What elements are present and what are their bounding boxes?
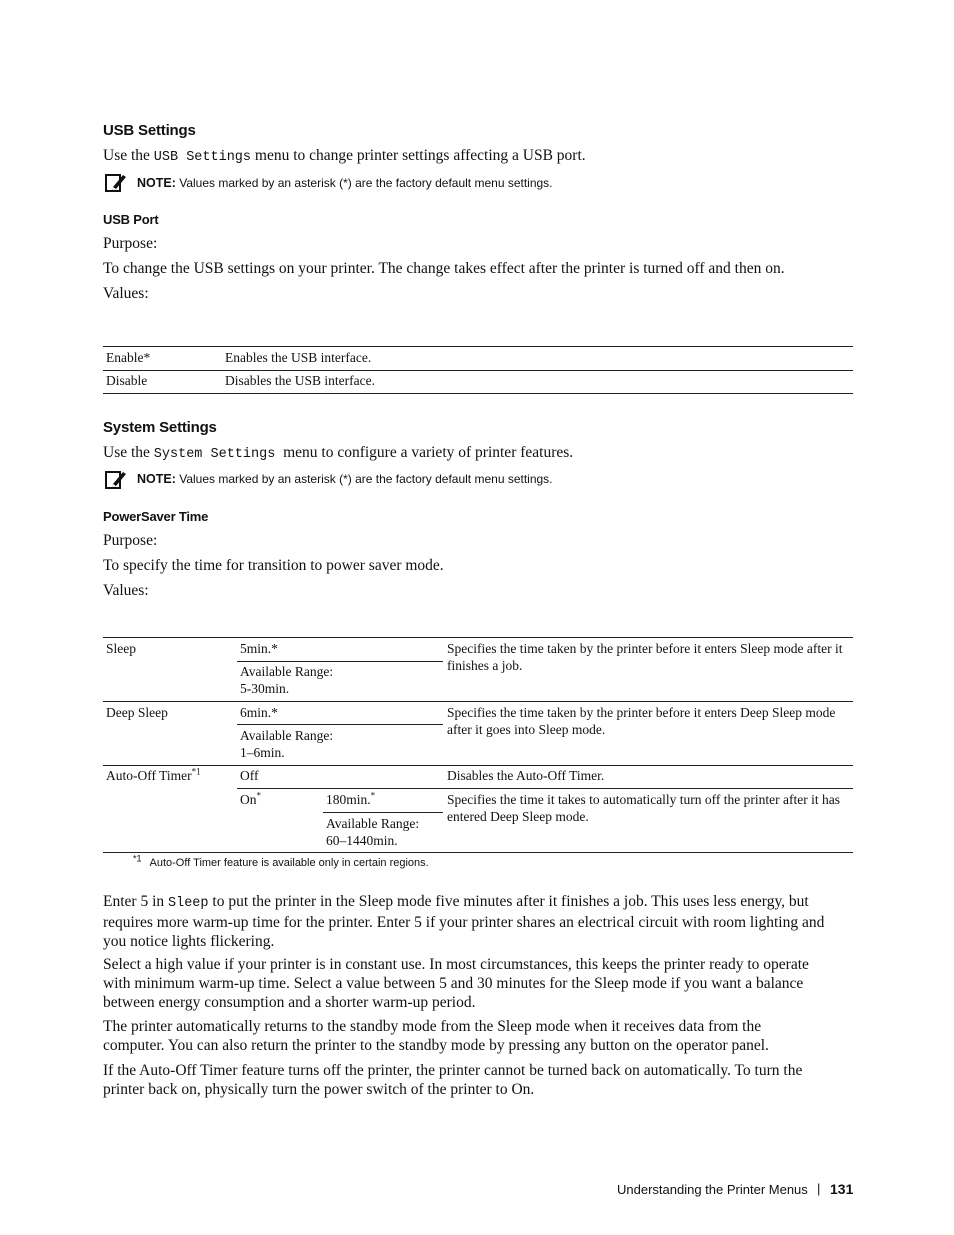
pencil-note-icon (105, 173, 127, 198)
paragraph-high-value (103, 955, 855, 1012)
para3-line2: computer. You can also return the printer to the standby mode by pressing any button on the operator panel. (103, 1037, 769, 1054)
ps-sleep-default: 5min.* (240, 641, 278, 656)
para1-pre: Enter 5 in (103, 893, 168, 910)
usb-purpose-label: Purpose: (103, 235, 158, 252)
usb-intro-code: USB Settings (153, 150, 252, 165)
ps-deep-desc: Specifies the time taken by the printer before it enters Deep Sleep mode after it goes into Sleep mode. (447, 705, 836, 737)
paragraph-sleep-value (103, 892, 855, 951)
para1-line3: you notice lights flickering. (103, 933, 275, 950)
system-settings-heading: System Settings (103, 419, 217, 436)
ps-auto-on-default-sup: * (370, 790, 376, 801)
ps-deep-range-label: Available Range: (240, 728, 334, 743)
usb-table-bottom-rule (103, 393, 853, 394)
usb-table-disable-name: Disable (106, 373, 148, 388)
page-number: 131 (830, 1181, 854, 1197)
ps-sleep-desc: Specifies the time taken by the printer before it enters Sleep mode after it finishes a job. (447, 641, 843, 673)
para4-line1: If the Auto-Off Timer feature turns off the printer, the printer cannot be turned back on automatically. To turn the (103, 1062, 803, 1079)
system-note-text: Values marked by an asterisk (*) are the factory default menu settings. (175, 472, 553, 486)
para1-line2: requires more warm-up time for the printer. Enter 5 if your printer shares an electrical circuit with room lighting and (103, 914, 825, 931)
usb-table-enable-desc: Enables the USB interface. (225, 350, 372, 365)
para1-line1: to put the printer in the Sleep mode five minutes after it finishes a job. This uses less energy, but (208, 893, 809, 910)
usb-values-label: Values: (103, 285, 149, 302)
ps-auto-on-sup: * (256, 790, 261, 801)
usb-table-enable-name: Enable* (106, 350, 151, 365)
usb-note-label: NOTE: (137, 176, 176, 190)
ps-auto-range-label: Available Range: (326, 816, 420, 831)
usb-port-heading: USB Port (103, 212, 159, 227)
usb-intro-post: menu to change printer settings affecting a USB port. (251, 147, 586, 164)
para2-line1: Select a high value if your printer is in constant use. In most circumstances, this keeps the printer ready to operate (103, 956, 809, 973)
ps-auto-off: Off (240, 768, 259, 783)
para2-line3: between energy consumption and a shorter warm-up period. (103, 994, 476, 1011)
ps-auto-on-desc: Specifies the time it takes to automatically turn off the printer after it has entered Deep Sleep mode. (447, 792, 841, 824)
system-purpose-text: To specify the time for transition to power saver mode. (103, 557, 444, 574)
ps-auto-range: 60–1440min. (326, 833, 398, 848)
paragraph-auto-off (103, 1061, 855, 1099)
system-purpose-label: Purpose: (103, 532, 158, 549)
system-intro-code: System Settings (153, 447, 276, 462)
ps-table-bottom-rule (103, 852, 853, 853)
ps-auto-inner-rule (237, 788, 853, 789)
powersaver-heading: PowerSaver Time (103, 509, 209, 524)
ps-auto-on-text: On (240, 792, 257, 807)
usb-intro (103, 146, 586, 167)
ps-auto-on-default (326, 791, 375, 808)
system-intro-post: menu to configure a variety of printer features. (275, 444, 574, 461)
system-note (137, 472, 553, 486)
ps-auto-footnote-ref: *1 (191, 766, 201, 777)
footer-title: Understanding the Printer Menus (617, 1182, 808, 1197)
ps-auto-name-text: Auto-Off Timer (106, 768, 192, 783)
ps-deep-inner-rule (237, 724, 443, 725)
usb-settings-heading: USB Settings (103, 122, 196, 139)
usb-note (137, 176, 553, 190)
usb-purpose-text: To change the USB settings on your printer. The change takes effect after the printer is turned off and then on. (103, 260, 785, 277)
usb-note-text: Values marked by an asterisk (*) are the factory default menu settings. (175, 176, 553, 190)
ps-sleep-inner-rule (237, 661, 443, 662)
paragraph-standby (103, 1017, 855, 1055)
pencil-note-icon (105, 470, 127, 495)
usb-table-disable-desc: Disables the USB interface. (225, 373, 375, 388)
usb-intro-pre: Use the (103, 147, 154, 164)
usb-table-top-rule (103, 346, 853, 347)
ps-footnote-text: Auto-Off Timer feature is available only in certain regions. (149, 857, 429, 869)
ps-deep-default: 6min.* (240, 705, 278, 720)
ps-footnote-mark: *1 (133, 853, 142, 864)
ps-auto-name (106, 767, 201, 784)
ps-sleep-range-label: Available Range: (240, 664, 334, 679)
ps-deep-name: Deep Sleep (106, 705, 168, 720)
system-note-label: NOTE: (137, 472, 176, 486)
para1-code: Sleep (168, 896, 209, 911)
ps-table-rule-2 (103, 701, 853, 702)
ps-deep-range: 1–6min. (240, 745, 285, 760)
usb-table-mid-rule (103, 370, 853, 371)
system-intro (103, 443, 573, 464)
ps-auto-on (240, 791, 261, 808)
ps-sleep-name: Sleep (106, 641, 136, 656)
ps-auto-on-inner-rule (323, 812, 443, 813)
para2-line2: with minimum warm-up time. Select a value between 5 and 30 minutes for the Sleep mode if you want a balance (103, 975, 804, 992)
ps-sleep-range: 5-30min. (240, 681, 290, 696)
ps-auto-on-default-text: 180min. (326, 792, 371, 807)
ps-table-top-rule (103, 637, 853, 638)
system-intro-pre: Use the (103, 444, 154, 461)
para4-line2: printer back on, physically turn the power switch of the printer to On. (103, 1081, 535, 1098)
system-values-label: Values: (103, 582, 149, 599)
ps-auto-off-desc: Disables the Auto-Off Timer. (447, 768, 605, 783)
para3-line1: The printer automatically returns to the standby mode from the Sleep mode when it receives data from the (103, 1018, 762, 1035)
footer-separator: | (817, 1181, 821, 1196)
ps-footnote (133, 853, 429, 869)
ps-table-rule-3 (103, 765, 853, 766)
